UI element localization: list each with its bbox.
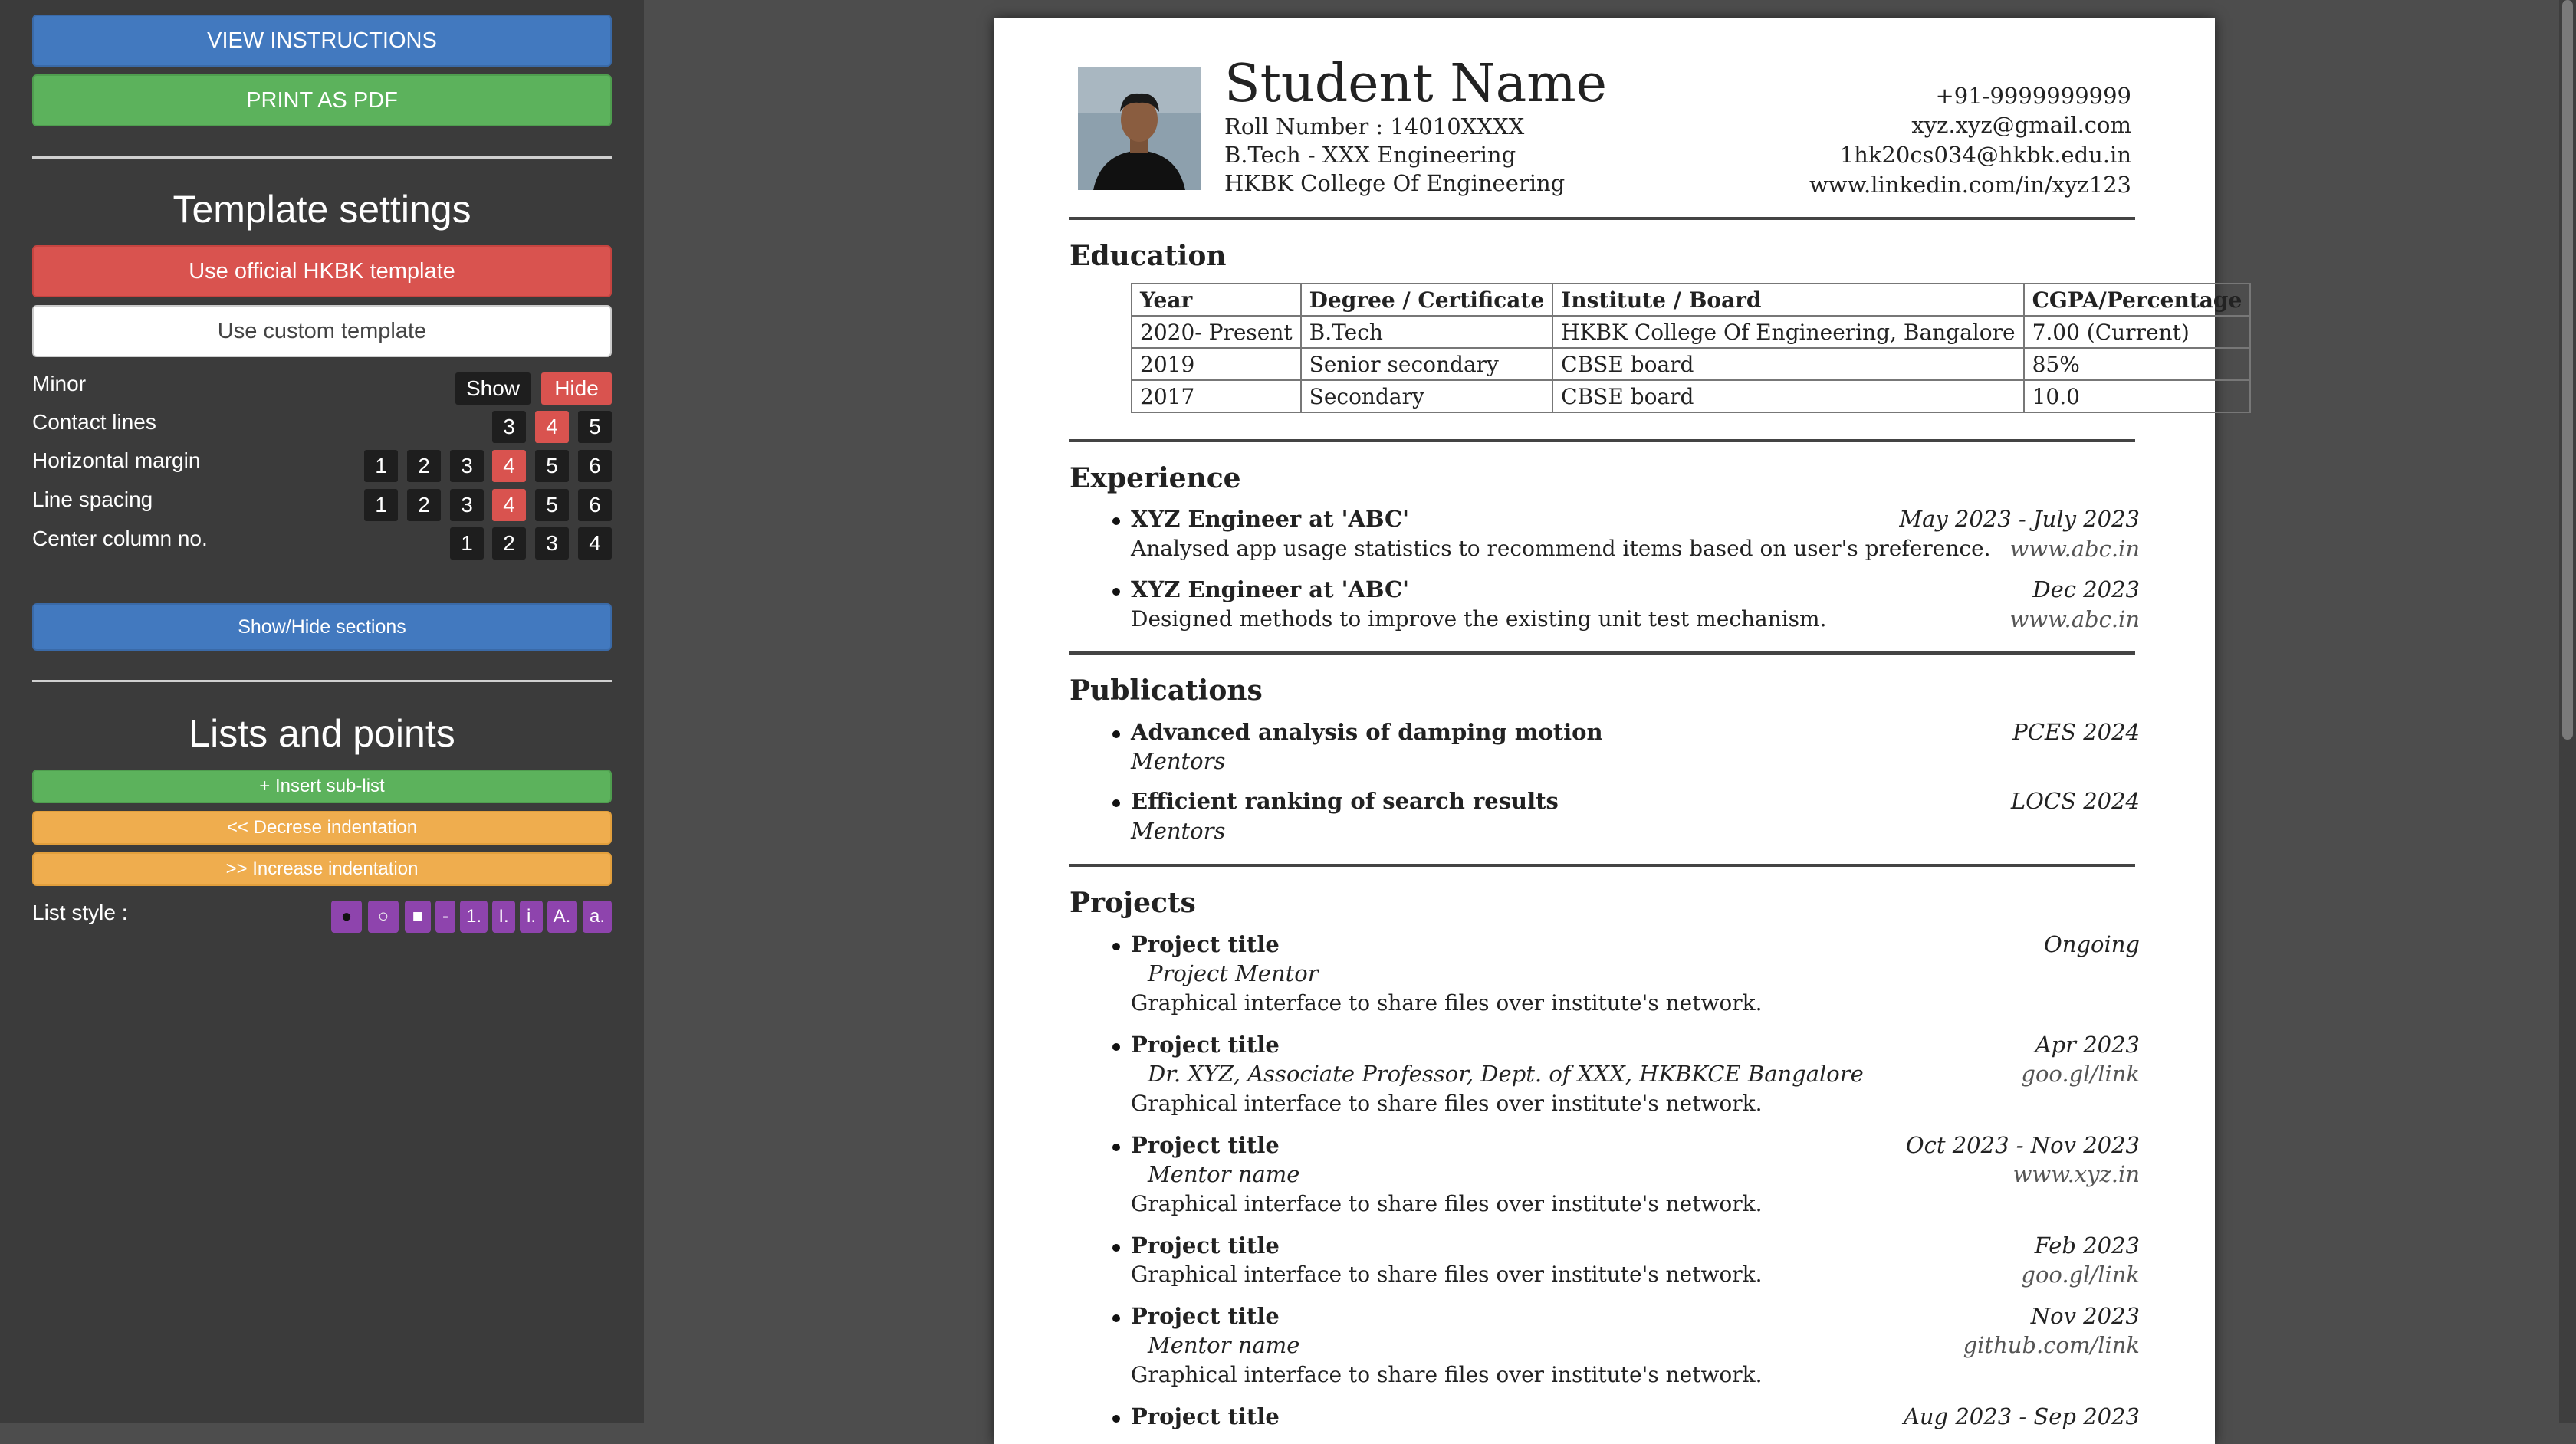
bullet-icon xyxy=(1112,517,1120,525)
contact-lines-option-4[interactable]: 4 xyxy=(535,411,569,443)
project-item-title: Project title xyxy=(1131,1032,1280,1058)
experience-item-title: XYZ Engineer at 'ABC' xyxy=(1131,506,1409,532)
publications-title: Publications xyxy=(1070,674,1263,707)
minor-label: Minor xyxy=(32,372,87,395)
project-item-title: Project title xyxy=(1131,1403,1280,1429)
center-column-option-4[interactable]: 4 xyxy=(578,527,612,560)
education-table xyxy=(1131,283,2251,413)
list-style-label: List style : xyxy=(32,901,128,924)
center-column-label: Center column no. xyxy=(32,527,208,550)
section-divider xyxy=(1070,651,2135,655)
profile-photo xyxy=(1078,67,1201,190)
minor-show-button[interactable]: Show xyxy=(455,372,531,405)
contact-email: xyz.xyz@gmail.com xyxy=(1911,112,2131,138)
table-cell: 10.0 xyxy=(2024,380,2251,412)
insert-sublist-button[interactable]: + Insert sub-list xyxy=(32,770,612,803)
horizontal-margin-option-4[interactable]: 4 xyxy=(492,450,526,482)
list-style-lower-roman-button[interactable]: i. xyxy=(520,901,543,933)
line-spacing-option-3[interactable]: 3 xyxy=(450,489,484,521)
horizontal-margin-label: Horizontal margin xyxy=(32,448,201,472)
table-cell: CBSE board xyxy=(1552,380,2023,412)
project-item-mentor: Project Mentor xyxy=(1148,960,1319,986)
roll-number: Roll Number : 14010XXXX xyxy=(1224,113,1525,139)
horizontal-margin-option-1[interactable]: 1 xyxy=(364,450,398,482)
project-item-desc: Graphical interface to share files over institute's network. xyxy=(1131,1262,1763,1287)
horizontal-margin-option-2[interactable]: 2 xyxy=(407,450,441,482)
minor-hide-button[interactable]: Hide xyxy=(541,372,612,405)
view-instructions-button[interactable]: VIEW INSTRUCTIONS xyxy=(32,15,612,67)
bullet-icon xyxy=(1112,1415,1120,1423)
line-spacing-option-1[interactable]: 1 xyxy=(364,489,398,521)
list-style-lower-alpha-button[interactable]: a. xyxy=(583,901,612,933)
table-header: Institute / Board xyxy=(1552,284,2023,316)
project-item-date: Ongoing xyxy=(2044,931,2140,957)
project-item-link[interactable]: goo.gl/link xyxy=(2021,1061,2140,1087)
bullet-icon xyxy=(1112,1144,1120,1151)
line-spacing-option-2[interactable]: 2 xyxy=(407,489,441,521)
publication-item-mentors: Mentors xyxy=(1131,748,1226,774)
project-item-mentor: Dr. XYZ, Associate Professor, Dept. of XXX, HKBKCE Bangalore xyxy=(1148,1061,1864,1087)
contact-lines-option-5[interactable]: 5 xyxy=(578,411,612,443)
divider xyxy=(32,680,612,682)
project-item-date: Aug 2023 - Sep 2023 xyxy=(1903,1403,2140,1429)
experience-item-date: May 2023 - July 2023 xyxy=(1899,506,2140,532)
sidebar xyxy=(0,0,644,1423)
list-style-circle-button[interactable] xyxy=(368,901,399,933)
header-divider xyxy=(1070,217,2135,220)
line-spacing-option-5[interactable]: 5 xyxy=(535,489,569,521)
lists-and-points-heading: Lists and points xyxy=(189,712,455,755)
student-name: Student Name xyxy=(1224,54,1607,114)
project-item-link[interactable]: www.xyz.in xyxy=(2013,1161,2140,1187)
experience-item-link[interactable]: www.abc.in xyxy=(2009,536,2140,562)
disc-icon: ● xyxy=(340,906,353,927)
line-spacing-option-6[interactable]: 6 xyxy=(578,489,612,521)
table-header: Year xyxy=(1132,284,1301,316)
bullet-icon xyxy=(1112,799,1120,807)
project-item-date: Feb 2023 xyxy=(2034,1232,2140,1259)
degree-line: B.Tech - XXX Engineering xyxy=(1224,142,1516,168)
table-cell: HKBK College Of Engineering, Bangalore xyxy=(1552,316,2023,348)
project-item-title: Project title xyxy=(1131,1132,1280,1158)
table-header: Degree / Certificate xyxy=(1301,284,1553,316)
publication-item-title: Advanced analysis of damping motion xyxy=(1131,719,1603,745)
experience-item-title: XYZ Engineer at 'ABC' xyxy=(1131,576,1409,602)
horizontal-margin-option-3[interactable]: 3 xyxy=(450,450,484,482)
experience-title: Experience xyxy=(1070,462,1241,494)
table-cell: 2020- Present xyxy=(1132,316,1301,348)
contact-linkedin: www.linkedin.com/in/xyz123 xyxy=(1809,172,2131,198)
contact-lines-label: Contact lines xyxy=(32,410,156,434)
list-style-square-button[interactable] xyxy=(405,901,431,933)
project-item-link[interactable]: github.com/link xyxy=(1963,1332,2140,1358)
table-cell: 2019 xyxy=(1132,348,1301,380)
bullet-icon xyxy=(1112,943,1120,950)
bullet-icon xyxy=(1112,1314,1120,1322)
line-spacing-label: Line spacing xyxy=(32,487,153,511)
center-column-option-1[interactable]: 1 xyxy=(450,527,484,560)
increase-indentation-button[interactable]: >> Increase indentation xyxy=(32,852,612,886)
project-item-title: Project title xyxy=(1131,1303,1280,1329)
template-settings-heading: Template settings xyxy=(172,188,472,231)
table-cell: 7.00 (Current) xyxy=(2024,316,2251,348)
experience-item-link[interactable]: www.abc.in xyxy=(2009,606,2140,632)
bullet-icon xyxy=(1112,588,1120,596)
list-style-upper-roman-button[interactable]: I. xyxy=(492,901,515,933)
project-item-desc: Graphical interface to share files over institute's network. xyxy=(1131,1362,1763,1387)
decrease-indentation-button[interactable]: << Decrese indentation xyxy=(32,811,612,845)
project-item-desc: Graphical interface to share files over institute's network. xyxy=(1131,1191,1763,1216)
contact-phone: +91-9999999999 xyxy=(1935,83,2131,109)
use-official-template-button[interactable]: Use official HKBK template xyxy=(32,245,612,297)
square-icon: ■ xyxy=(412,906,424,927)
center-column-option-2[interactable]: 2 xyxy=(492,527,526,560)
bullet-icon xyxy=(1112,1043,1120,1051)
publication-item-title: Efficient ranking of search results xyxy=(1131,788,1559,814)
resume-page xyxy=(994,18,2242,1444)
show-hide-sections-button[interactable]: Show/Hide sections xyxy=(32,603,612,651)
table-header-row xyxy=(1132,284,2250,316)
table-row xyxy=(1132,348,2250,380)
list-style-dash-button[interactable]: - xyxy=(435,901,455,933)
horizontal-margin-option-6[interactable]: 6 xyxy=(578,450,612,482)
use-custom-template-button[interactable]: Use custom template xyxy=(32,305,612,357)
divider xyxy=(32,156,612,159)
table-cell: 85% xyxy=(2024,348,2251,380)
avatar-icon xyxy=(1078,67,1201,190)
table-cell: Senior secondary xyxy=(1301,348,1553,380)
project-item-mentor: Mentor name xyxy=(1148,1332,1300,1358)
contact-lines-option-3[interactable]: 3 xyxy=(492,411,526,443)
publication-item-venue: LOCS 2024 xyxy=(2010,788,2140,814)
projects-title: Projects xyxy=(1070,887,1196,919)
table-cell: B.Tech xyxy=(1301,316,1553,348)
list-style-upper-alpha-button[interactable]: A. xyxy=(547,901,577,933)
project-item-date: Nov 2023 xyxy=(2030,1303,2140,1329)
print-pdf-button[interactable]: PRINT AS PDF xyxy=(32,74,612,126)
project-item-link[interactable]: goo.gl/link xyxy=(2021,1262,2140,1288)
project-item-desc: Graphical interface to share files over institute's network. xyxy=(1131,1091,1763,1116)
contact-college-email: 1hk20cs034@hkbk.edu.in xyxy=(1839,142,2131,168)
publication-item-venue: PCES 2024 xyxy=(2013,719,2140,745)
line-spacing-option-4[interactable]: 4 xyxy=(492,489,526,521)
list-style-disc-button[interactable] xyxy=(331,901,362,933)
project-item-desc: Graphical interface to share files over institute's network. xyxy=(1131,990,1763,1016)
table-cell: Secondary xyxy=(1301,380,1553,412)
circle-icon: ○ xyxy=(377,906,389,927)
table-header: CGPA/Percentage xyxy=(2024,284,2251,316)
experience-item-desc: Designed methods to improve the existing unit test mechanism. xyxy=(1131,606,1827,632)
education-title: Education xyxy=(1070,240,1227,272)
bullet-icon xyxy=(1112,730,1120,738)
project-item-date: Oct 2023 - Nov 2023 xyxy=(1905,1132,2140,1158)
list-style-decimal-button[interactable]: 1. xyxy=(460,901,488,933)
experience-item-date: Dec 2023 xyxy=(2032,576,2140,602)
table-cell: 2017 xyxy=(1132,380,1301,412)
college-line: HKBK College Of Engineering xyxy=(1224,170,1566,196)
project-item-title: Project title xyxy=(1131,1232,1280,1259)
section-divider xyxy=(1070,864,2135,867)
project-item-date: Apr 2023 xyxy=(2035,1032,2140,1058)
scrollbar-thumb[interactable] xyxy=(2562,0,2573,740)
table-cell: CBSE board xyxy=(1552,348,2023,380)
table-row xyxy=(1132,316,2250,348)
horizontal-margin-option-5[interactable]: 5 xyxy=(535,450,569,482)
publication-item-mentors: Mentors xyxy=(1131,818,1226,844)
project-item-title: Project title xyxy=(1131,931,1280,957)
section-divider xyxy=(1070,439,2135,442)
page-scrollbar[interactable] xyxy=(2559,0,2576,1423)
experience-item-desc: Analysed app usage statistics to recommend items based on user's preference. xyxy=(1131,536,1991,561)
table-row xyxy=(1132,380,2250,412)
bullet-icon xyxy=(1112,1244,1120,1252)
project-item-mentor: Mentor name xyxy=(1148,1161,1300,1187)
center-column-option-3[interactable]: 3 xyxy=(535,527,569,560)
